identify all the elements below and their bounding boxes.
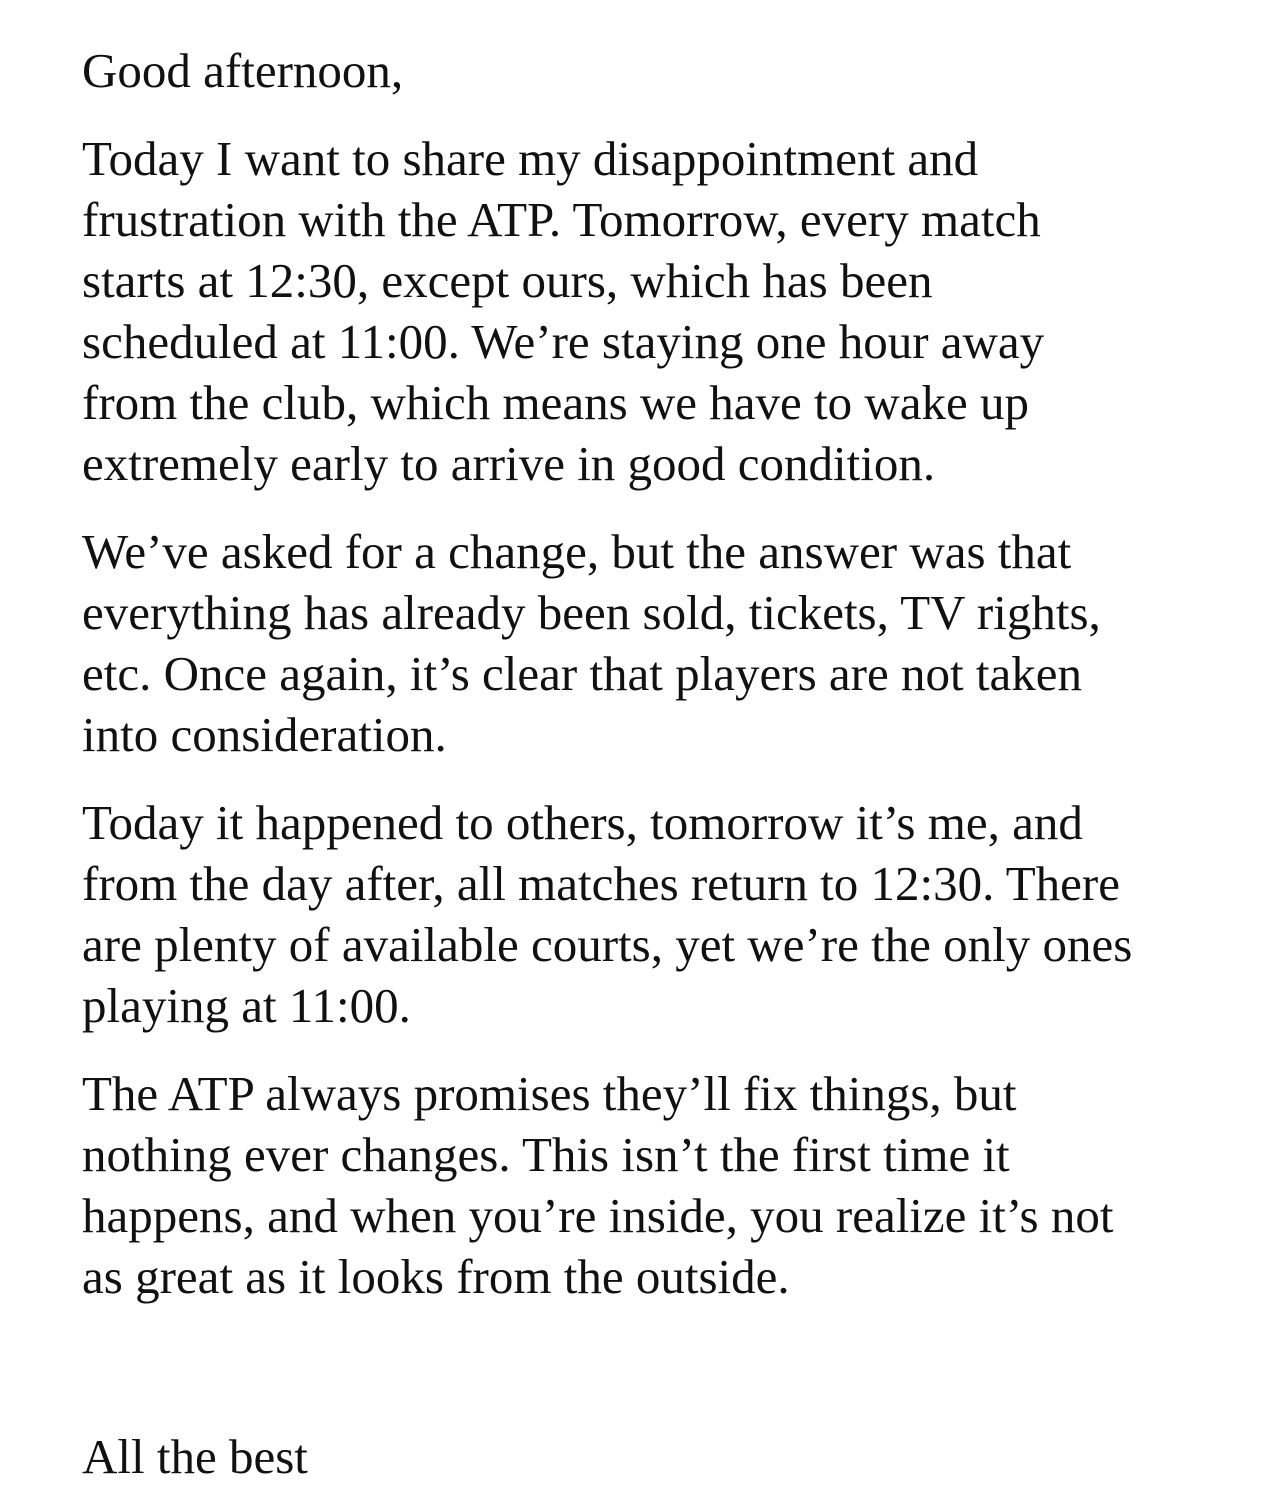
paragraph-atp-promises (82, 1063, 1222, 1307)
paragraph-line: Today I want to share my disappointment and (82, 131, 979, 186)
paragraph-line: from the club, which means we have to wake up (82, 375, 1030, 430)
paragraph-line: are plenty of available courts, yet we’re the only ones (82, 917, 1133, 972)
greeting: Good afternoon, (82, 43, 404, 98)
paragraph-line: nothing ever changes. This isn’t the first time it (82, 1127, 1010, 1182)
paragraph-line: frustration with the ATP. Tomorrow, every match (82, 192, 1041, 247)
paragraph-line: starts at 12:30, except ours, which has been (82, 253, 933, 308)
paragraph-others-affected (82, 792, 1222, 1036)
closing-signoff: All the best (82, 1429, 308, 1484)
paragraph-line: happens, and when you’re inside, you realize it’s not (82, 1188, 1114, 1243)
paragraph-line: We’ve asked for a change, but the answer was that (82, 524, 1072, 579)
paragraph-line: extremely early to arrive in good condition. (82, 436, 936, 491)
paragraph-line: as great as it looks from the outside. (82, 1249, 790, 1304)
paragraph-change-request (82, 521, 1222, 765)
paragraph-line: playing at 11:00. (82, 978, 411, 1033)
paragraph-line: etc. Once again, it’s clear that players are not taken (82, 646, 1082, 701)
paragraph-line: The ATP always promises they’ll fix things, but (82, 1066, 1017, 1121)
paragraph-schedule-complaint (82, 128, 1222, 494)
letter-document (82, 40, 1222, 1487)
paragraph-line: from the day after, all matches return to 12:30. There (82, 856, 1120, 911)
paragraph-line: into consideration. (82, 707, 447, 762)
paragraph-line: scheduled at 11:00. We’re staying one hour away (82, 314, 1045, 369)
paragraph-line: Today it happened to others, tomorrow it’s me, and (82, 795, 1083, 850)
paragraph-line: everything has already been sold, tickets, TV rights, (82, 585, 1101, 640)
